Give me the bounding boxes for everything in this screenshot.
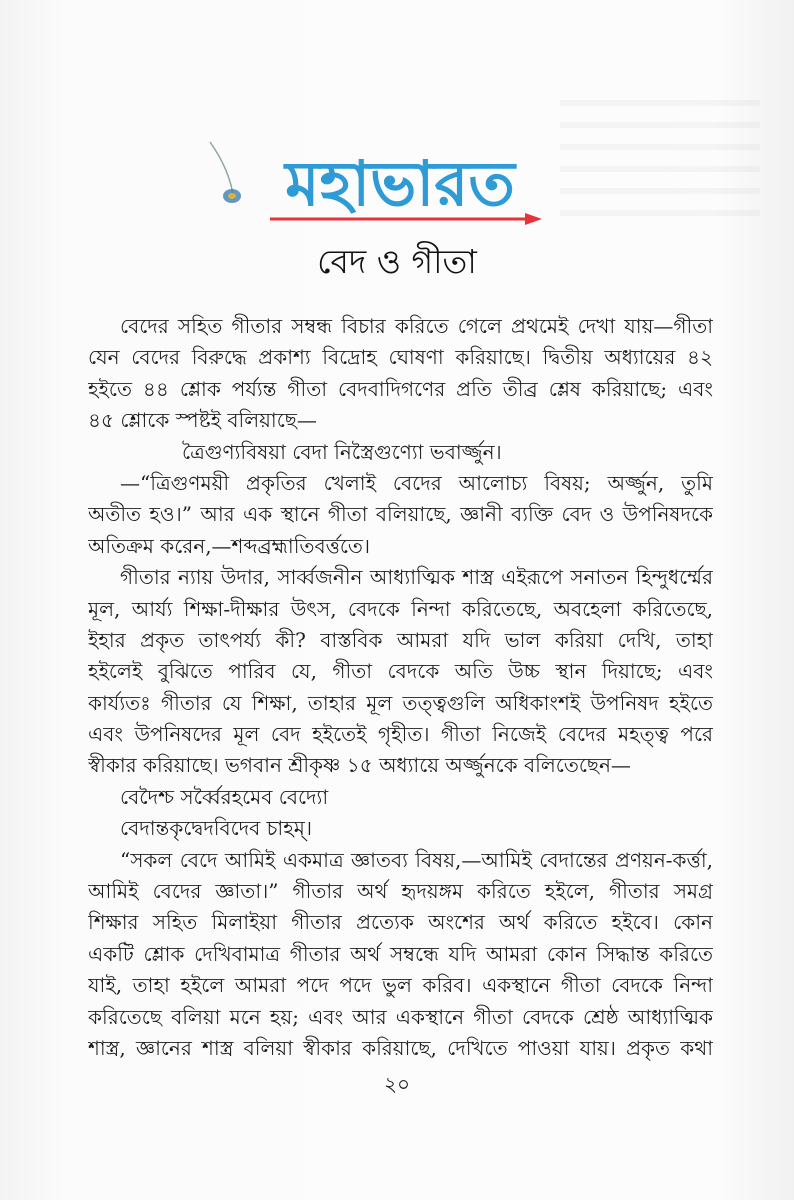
text-line: অতিক্রম করেন,—শব্দব্রহ্মাতিবর্ত্ততে। — [88, 533, 371, 558]
watermark-logo — [250, 135, 550, 225]
body-text — [88, 311, 713, 1064]
text-line: ইহার প্রকৃত তাৎপর্য্য কী? বাস্তবিক আমরা যদি ভাল করিয়া দেখি, তাহা — [88, 627, 713, 652]
text-line: হইলেই বুঝিতে পারিব যে, গীতা বেদকে অতি উচ্চ স্থান দিয়াছে; এবং — [88, 659, 713, 684]
text-line: যাই, তাহা হইলে আমরা পদে পদে ভুল করিব। একস্থানে গীতা বেদকে নিন্দা — [88, 973, 713, 998]
text-line: আমিই বেদের জ্ঞাতা।” গীতার অর্থ হৃদয়ঙ্গম করিতে হইলে, গীতার সমগ্র — [88, 879, 713, 904]
watermark-arrow-head — [525, 213, 542, 225]
text-line: শিক্ষার সহিত মিলাইয়া গীতার প্রত্যেক অংশের অর্থ করিতে হইবে। কোন — [88, 910, 713, 935]
peacock-feather-icon — [200, 140, 250, 210]
page-number: ২০ — [383, 1072, 410, 1096]
text-line: কার্য্যতঃ গীতার যে শিক্ষা, তাহার মূল তত্ত্বগুলি অধিকাংশই উপনিষদ হইতে — [88, 690, 713, 715]
bleed-through-text — [560, 100, 760, 220]
text-line: অতীত হও।” আর এক স্থানে গীতা বলিয়াছে, জ্ঞানী ব্যক্তি বেদ ও উপনিষদকে — [88, 502, 713, 527]
text-line: এবং উপনিষদের মূল বেদ হইতেই গৃহীত। গীতা নিজেই বেদের মহত্ত্ব পরে — [88, 722, 713, 747]
text-line: যেন বেদের বিরুদ্ধে প্রকাশ্য বিদ্রোহ ঘোষণা করিয়াছে। দ্বিতীয় অধ্যায়ের ৪২ — [88, 345, 713, 370]
text-line: একটি শ্লোক দেখিবামাত্র গীতার অর্থ সম্বন্ধে যদি আমরা কোন সিদ্ধান্ত করিতে — [88, 941, 713, 966]
verse-line: বেদান্তকৃদ্বেদবিদেব চাহম্। — [120, 816, 313, 841]
text-line: “সকল বেদে আমিই একমাত্র জ্ঞাতব্য বিষয়,—আমিই বেদান্তের প্রণয়ন-কর্ত্তা, — [120, 847, 713, 872]
watermark-text: মহাভারত — [285, 147, 515, 220]
verse-line: বেদৈশ্চ সর্ব্বৈরহমেব বেদ্যো — [120, 784, 329, 809]
chapter-title: বেদ ও গীতা — [317, 242, 477, 281]
text-line: স্বীকার করিয়াছে। ভগবান শ্রীকৃষ্ণ ১৫ অধ্যায়ে অর্জ্জুনকে বলিতেছেন— — [88, 753, 631, 778]
text-line: গীতার ন্যায় উদার, সার্ব্বজনীন আধ্যাত্মিক শাস্ত্র এইরূপে সনাতন হিন্দুধর্ম্মের — [120, 565, 713, 590]
text-line: মূল, আর্য্য শিক্ষা-দীক্ষার উৎস, বেদকে নিন্দা করিতেছে, অবহেলা করিতেছে, — [88, 596, 713, 621]
text-line: করিতেছে বলিয়া মনে হয়; এবং আর একস্থানে গীতা বেদকে শ্রেষ্ঠ আধ্যাত্মিক — [88, 1004, 713, 1029]
text-line: বেদের সহিত গীতার সম্বন্ধ বিচার করিতে গেলে প্রথমেই দেখা যায়—গীতা — [120, 314, 713, 338]
text-line: ৪৫ শ্লোকে স্পষ্টই বলিয়াছে— — [88, 408, 317, 433]
text-line: হইতে ৪৪ শ্লোক পর্য্যন্ত গীতা বেদবাদিগণের প্রতি তীব্র শ্লেষ করিয়াছে; এবং — [88, 376, 713, 401]
text-line: শাস্ত্র, জ্ঞানের শাস্ত্র বলিয়া স্বীকার করিয়াছে, দেখিতে পাওয়া যায়। প্রকৃত কথা — [88, 1035, 713, 1060]
text-line: —“ত্রিগুণময়ী প্রকৃতির খেলাই বেদের আলোচ্য বিষয়; অর্জ্জুন, তুমি — [120, 470, 713, 495]
verse-line: ত্রৈগুণ্যবিষয়া বেদা নিস্ত্রৈগুণ্যো ভবার্জ্জুন। — [182, 439, 502, 464]
